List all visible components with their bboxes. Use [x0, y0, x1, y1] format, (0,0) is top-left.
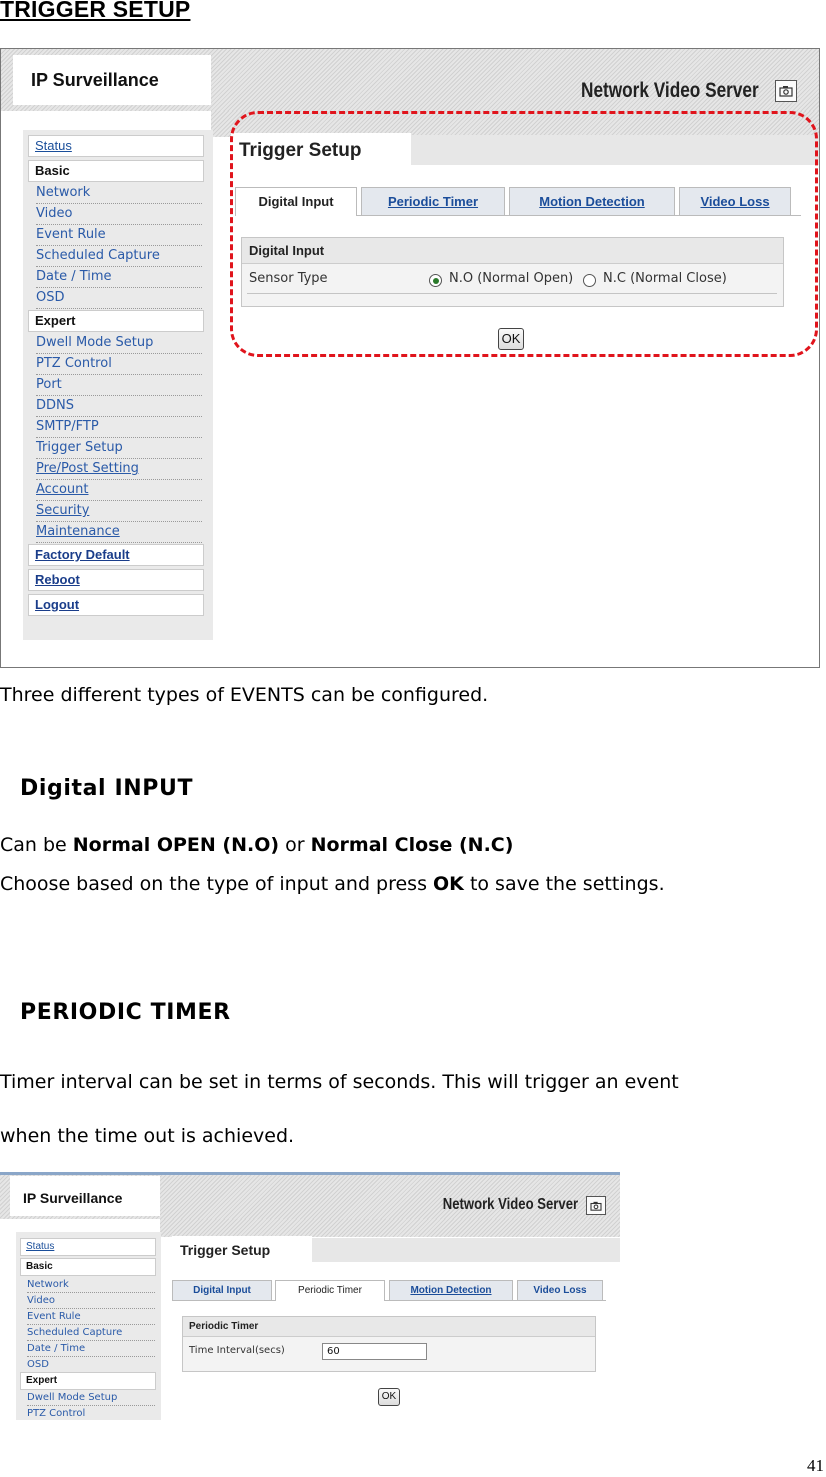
screenshot-periodic-timer — [0, 1172, 620, 1420]
sidebar-item-ptz-control[interactable]: PTZ Control — [27, 1406, 155, 1420]
timer-paragraph-line2: when the time out is achieved. — [0, 1125, 295, 1147]
sidebar-item-trigger-setup[interactable]: Trigger Setup — [36, 438, 202, 459]
sidebar-item-account[interactable]: Account — [36, 480, 202, 501]
tab-digital-input[interactable]: Digital Input — [172, 1280, 272, 1300]
sidebar-item-status[interactable] — [28, 135, 204, 157]
tab-digital-input[interactable]: Digital Input — [235, 187, 357, 216]
sidebar-item-event-rule[interactable]: Event Rule — [36, 225, 202, 246]
document-title: TRIGGER SETUP — [0, 0, 191, 22]
sidebar-item-status[interactable] — [20, 1238, 156, 1256]
tab-video-loss[interactable]: Video Loss — [679, 187, 791, 215]
digital-input-heading: Digital INPUT — [20, 776, 194, 801]
sidebar-section-expert: Expert — [20, 1372, 156, 1390]
can-be-line — [0, 833, 513, 857]
camera-icon[interactable] — [775, 80, 797, 102]
choose-text: Choose based on the type of input and press — [0, 873, 434, 895]
sidebar-item-ddns[interactable]: DDNS — [36, 396, 202, 417]
tab-periodic-timer[interactable]: Periodic Timer — [275, 1280, 385, 1301]
sidebar-item-ptz-control[interactable]: PTZ Control — [36, 354, 202, 375]
sidebar-item-status-label[interactable]: Status — [26, 1241, 55, 1252]
sidebar-item-dwell-mode-setup[interactable]: Dwell Mode Setup — [36, 333, 202, 354]
sidebar-item-smtp-ftp[interactable]: SMTP/FTP — [36, 417, 202, 438]
reboot-button[interactable]: Reboot — [28, 569, 204, 591]
sidebar-item-video[interactable]: Video — [27, 1293, 155, 1309]
panel-title: Periodic Timer — [183, 1317, 595, 1337]
brand-logo: IP Surveillance — [13, 55, 211, 105]
camera-icon[interactable] — [586, 1196, 606, 1215]
sidebar-item-maintenance[interactable]: Maintenance — [36, 522, 202, 543]
brand-logo: IP Surveillance — [10, 1176, 160, 1216]
time-interval-input[interactable]: 60 — [322, 1343, 427, 1360]
sidebar-item-pre-post-setting[interactable]: Pre/Post Setting — [36, 459, 202, 480]
sidebar-item-security[interactable]: Security — [36, 501, 202, 522]
sidebar-item-dwell-mode-setup[interactable]: Dwell Mode Setup — [27, 1390, 155, 1406]
ok-button[interactable]: OK — [378, 1388, 400, 1406]
choose-line — [0, 872, 665, 896]
ok-button[interactable]: OK — [498, 328, 524, 350]
tab-periodic-timer[interactable]: Periodic Timer — [361, 187, 505, 215]
time-interval-label: Time Interval(secs) — [189, 1345, 285, 1356]
save-settings-text: to save the settings. — [463, 873, 665, 895]
sidebar-item-scheduled-capture[interactable]: Scheduled Capture — [36, 246, 202, 267]
sidebar-item-network[interactable]: Network — [36, 183, 202, 204]
events-paragraph: Three different types of EVENTS can be configured. — [0, 684, 489, 706]
radio-normal-open-label[interactable]: N.O (Normal Open) — [449, 271, 574, 286]
radio-normal-close-label[interactable]: N.C (Normal Close) — [603, 271, 727, 286]
page-title: Trigger Setup — [231, 133, 411, 169]
can-be-text: Can be — [0, 834, 73, 856]
sensor-type-label: Sensor Type — [249, 271, 328, 286]
tab-motion-detection[interactable]: Motion Detection — [389, 1280, 513, 1300]
timer-paragraph-line1: Timer interval can be set in terms of seconds. This will trigger an event — [0, 1071, 679, 1093]
screenshot-digital-input — [0, 48, 820, 668]
panel-title: Digital Input — [242, 238, 783, 264]
product-name: Network Video Server — [442, 1196, 578, 1213]
header-strip — [160, 1219, 620, 1237]
or-text: or — [279, 834, 311, 856]
sidebar-item-date-time[interactable]: Date / Time — [36, 267, 202, 288]
sidebar-item-status-label[interactable]: Status — [35, 138, 72, 153]
highlight-annotation — [230, 111, 818, 357]
factory-default-button[interactable]: Factory Default — [28, 544, 204, 566]
sidebar-section-basic: Basic — [20, 1258, 156, 1276]
tab-motion-detection[interactable]: Motion Detection — [509, 187, 675, 215]
page-title: Trigger Setup — [172, 1236, 312, 1264]
page-number: 41 — [807, 1456, 824, 1475]
sidebar-item-scheduled-capture[interactable]: Scheduled Capture — [27, 1325, 155, 1341]
sidebar-item-osd[interactable]: OSD — [27, 1357, 155, 1373]
sidebar-item-osd[interactable]: OSD — [36, 288, 202, 309]
normal-close-text: Normal Close (N.C) — [310, 834, 514, 856]
periodic-timer-heading: PERIODIC TIMER — [20, 1000, 231, 1025]
sidebar-item-network[interactable]: Network — [27, 1277, 155, 1293]
normal-open-text: Normal OPEN (N.O) — [72, 834, 280, 856]
tab-video-loss[interactable]: Video Loss — [517, 1280, 603, 1300]
ok-text: OK — [433, 873, 464, 895]
sidebar-item-video[interactable]: Video — [36, 204, 202, 225]
sidebar-item-event-rule[interactable]: Event Rule — [27, 1309, 155, 1325]
sidebar-item-port[interactable]: Port — [36, 375, 202, 396]
product-name: Network Video Server — [581, 79, 759, 102]
logout-button[interactable]: Logout — [28, 594, 204, 616]
sidebar-section-basic: Basic — [28, 160, 204, 182]
sidebar-item-date-time[interactable]: Date / Time — [27, 1341, 155, 1357]
sidebar-section-expert: Expert — [28, 310, 204, 332]
